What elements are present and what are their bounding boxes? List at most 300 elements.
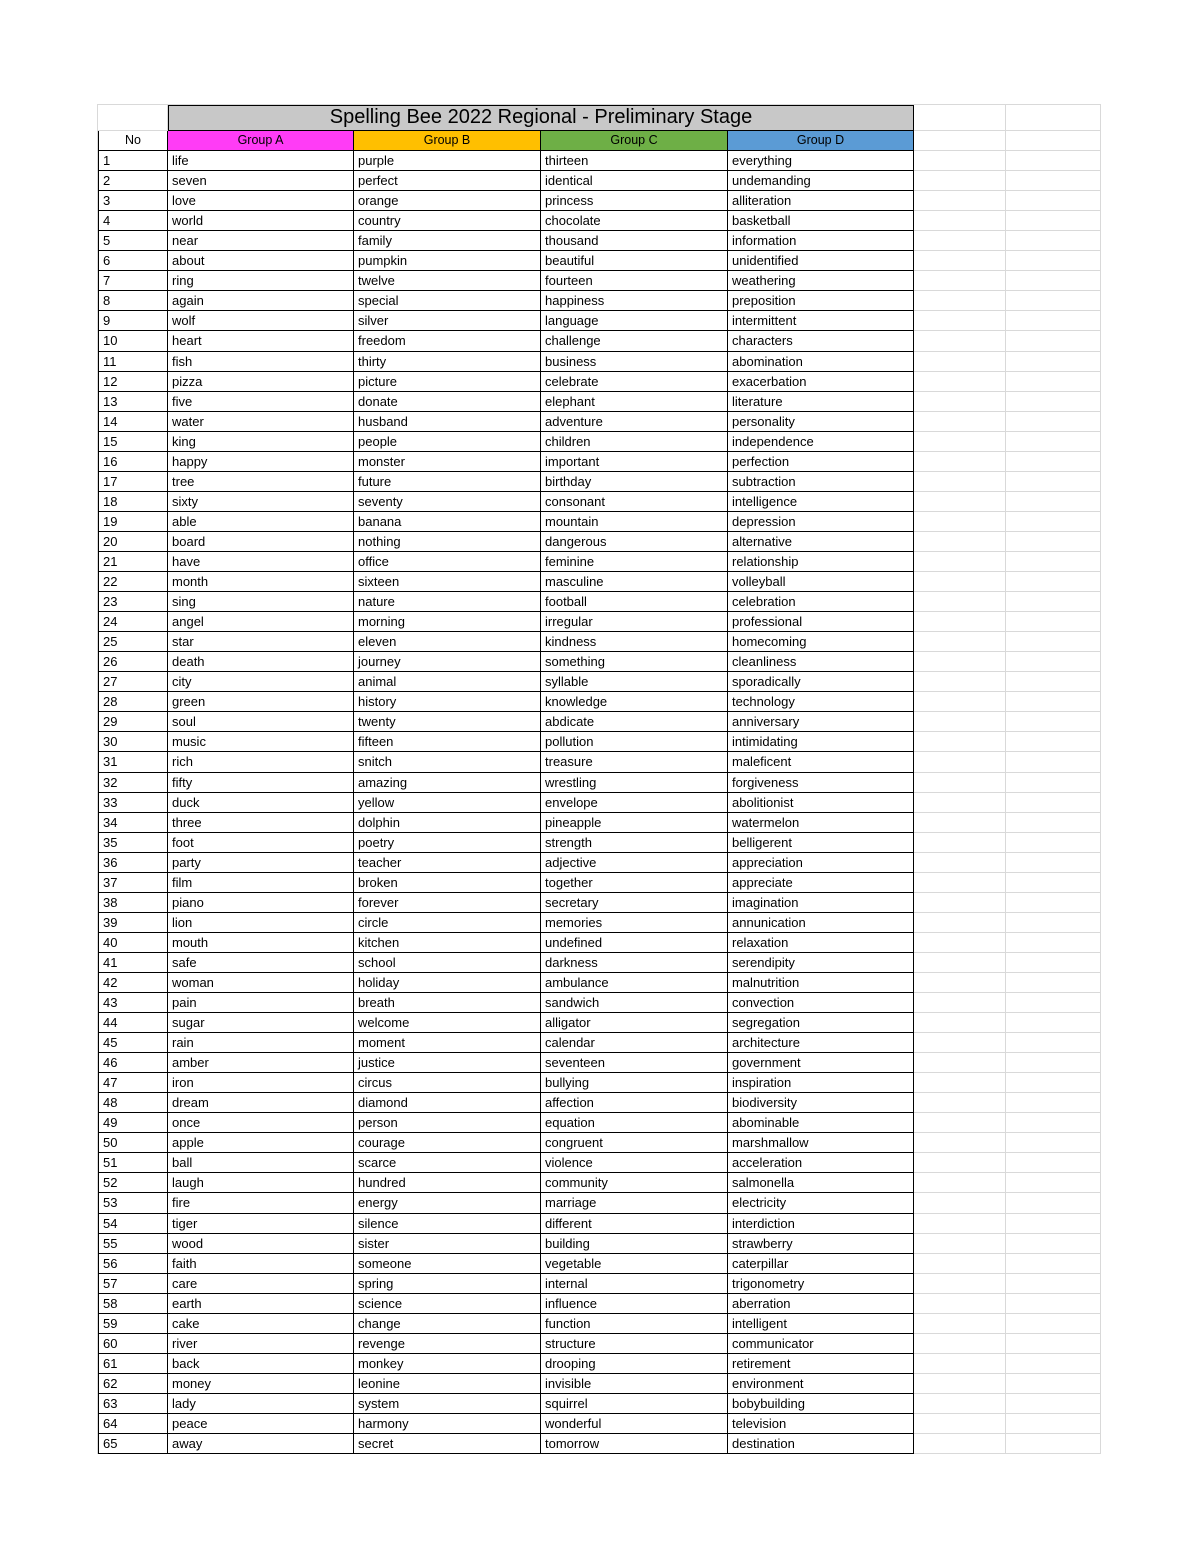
- group-b-word: energy: [354, 1193, 541, 1213]
- group-d-word: communicator: [728, 1334, 914, 1354]
- group-a-word: water: [168, 412, 354, 432]
- group-c-word: important: [541, 452, 728, 472]
- row-number: 57: [98, 1274, 168, 1294]
- group-c-word: fourteen: [541, 271, 728, 291]
- empty-cell: [914, 171, 1006, 191]
- group-a-word: back: [168, 1354, 354, 1374]
- group-a-word: pizza: [168, 372, 354, 392]
- group-a-word: once: [168, 1113, 354, 1133]
- group-d-word: environment: [728, 1374, 914, 1394]
- group-b-word: yellow: [354, 793, 541, 813]
- group-d-word: everything: [728, 151, 914, 171]
- group-a-word: care: [168, 1274, 354, 1294]
- empty-cell: [914, 131, 1006, 151]
- group-c-word: feminine: [541, 552, 728, 572]
- group-b-word: secret: [354, 1434, 541, 1454]
- row-number: 4: [98, 211, 168, 231]
- group-d-word: biodiversity: [728, 1093, 914, 1113]
- group-b-word: seventy: [354, 492, 541, 512]
- group-c-word: football: [541, 592, 728, 612]
- row-number: 38: [98, 893, 168, 913]
- group-c-word: kindness: [541, 632, 728, 652]
- empty-cell: [1006, 873, 1101, 893]
- group-a-word: river: [168, 1334, 354, 1354]
- group-d-word: technology: [728, 692, 914, 712]
- group-c-word: internal: [541, 1274, 728, 1294]
- empty-cell: [914, 311, 1006, 331]
- empty-cell: [1006, 592, 1101, 612]
- row-number: 34: [98, 813, 168, 833]
- empty-cell: [914, 352, 1006, 372]
- group-d-word: watermelon: [728, 813, 914, 833]
- empty-cell: [914, 331, 1006, 351]
- row-number: 46: [98, 1053, 168, 1073]
- group-b-word: dolphin: [354, 813, 541, 833]
- empty-cell: [914, 672, 1006, 692]
- row-number: 29: [98, 712, 168, 732]
- group-a-word: able: [168, 512, 354, 532]
- group-b-word: science: [354, 1294, 541, 1314]
- group-d-word: segregation: [728, 1013, 914, 1033]
- empty-cell: [1006, 1173, 1101, 1193]
- empty-cell: [914, 452, 1006, 472]
- empty-cell: [914, 211, 1006, 231]
- group-c-word: business: [541, 352, 728, 372]
- group-a-word: soul: [168, 712, 354, 732]
- group-b-word: future: [354, 472, 541, 492]
- empty-cell: [1006, 1073, 1101, 1093]
- row-number: 20: [98, 532, 168, 552]
- group-b-word: fifteen: [354, 732, 541, 752]
- group-b-word: leonine: [354, 1374, 541, 1394]
- empty-cell: [914, 1033, 1006, 1053]
- group-a-word: sugar: [168, 1013, 354, 1033]
- empty-cell: [914, 291, 1006, 311]
- group-d-word: destination: [728, 1434, 914, 1454]
- row-number: 7: [98, 271, 168, 291]
- group-a-word: happy: [168, 452, 354, 472]
- empty-cell: [914, 1013, 1006, 1033]
- group-d-word: forgiveness: [728, 773, 914, 793]
- group-c-word: different: [541, 1214, 728, 1234]
- empty-cell: [1006, 251, 1101, 271]
- group-a-word: music: [168, 732, 354, 752]
- row-number: 24: [98, 612, 168, 632]
- group-b-word: monster: [354, 452, 541, 472]
- group-a-word: five: [168, 392, 354, 412]
- group-d-word: volleyball: [728, 572, 914, 592]
- group-a-word: duck: [168, 793, 354, 813]
- group-b-word: banana: [354, 512, 541, 532]
- row-number: 52: [98, 1173, 168, 1193]
- empty-cell: [1006, 552, 1101, 572]
- row-number: 25: [98, 632, 168, 652]
- group-b-word: amazing: [354, 773, 541, 793]
- group-c-word: thirteen: [541, 151, 728, 171]
- empty-cell: [914, 652, 1006, 672]
- group-d-word: intelligence: [728, 492, 914, 512]
- row-number: 40: [98, 933, 168, 953]
- empty-cell: [914, 1334, 1006, 1354]
- group-a-word: ball: [168, 1153, 354, 1173]
- row-number: 23: [98, 592, 168, 612]
- empty-cell: [1006, 151, 1101, 171]
- empty-cell: [914, 1133, 1006, 1153]
- group-c-word: darkness: [541, 953, 728, 973]
- group-c-word: thousand: [541, 231, 728, 251]
- empty-cell: [914, 512, 1006, 532]
- group-a-word: rich: [168, 752, 354, 772]
- group-c-word: alligator: [541, 1013, 728, 1033]
- group-d-word: convection: [728, 993, 914, 1013]
- empty-cell: [1006, 1153, 1101, 1173]
- group-d-word: retirement: [728, 1354, 914, 1374]
- group-d-word: anniversary: [728, 712, 914, 732]
- row-number: 19: [98, 512, 168, 532]
- empty-cell: [914, 1414, 1006, 1434]
- group-d-word: intelligent: [728, 1314, 914, 1334]
- group-c-word: mountain: [541, 512, 728, 532]
- group-d-word: perfection: [728, 452, 914, 472]
- row-number: 1: [98, 151, 168, 171]
- group-a-word: sing: [168, 592, 354, 612]
- group-b-word: history: [354, 692, 541, 712]
- group-a-word: rain: [168, 1033, 354, 1053]
- row-number: 42: [98, 973, 168, 993]
- group-c-word: syllable: [541, 672, 728, 692]
- row-number: 65: [98, 1434, 168, 1454]
- empty-cell: [914, 1073, 1006, 1093]
- row-number: 11: [98, 352, 168, 372]
- empty-cell: [914, 793, 1006, 813]
- group-b-word: someone: [354, 1254, 541, 1274]
- empty-cell: [1006, 291, 1101, 311]
- group-d-word: professional: [728, 612, 914, 632]
- group-d-word: undemanding: [728, 171, 914, 191]
- empty-cell: [914, 773, 1006, 793]
- empty-cell: [1006, 1354, 1101, 1374]
- group-c-word: pineapple: [541, 813, 728, 833]
- header-group-d: Group D: [728, 131, 914, 151]
- group-d-word: malnutrition: [728, 973, 914, 993]
- group-c-word: happiness: [541, 291, 728, 311]
- group-c-word: birthday: [541, 472, 728, 492]
- group-b-word: justice: [354, 1053, 541, 1073]
- empty-cell: [914, 1354, 1006, 1374]
- group-d-word: abolitionist: [728, 793, 914, 813]
- empty-cell: [1006, 512, 1101, 532]
- group-c-word: strength: [541, 833, 728, 853]
- group-a-word: again: [168, 291, 354, 311]
- group-a-word: lion: [168, 913, 354, 933]
- empty-cell: [1006, 352, 1101, 372]
- row-number: 13: [98, 392, 168, 412]
- group-b-word: circus: [354, 1073, 541, 1093]
- empty-cell: [1006, 1334, 1101, 1354]
- empty-cell: [1006, 105, 1101, 131]
- row-number: 27: [98, 672, 168, 692]
- sheet-title: Spelling Bee 2022 Regional - Preliminary Stage: [168, 105, 914, 131]
- row-number: 9: [98, 311, 168, 331]
- row-number: 55: [98, 1234, 168, 1254]
- group-b-word: special: [354, 291, 541, 311]
- empty-cell: [914, 813, 1006, 833]
- group-b-word: silence: [354, 1214, 541, 1234]
- group-b-word: eleven: [354, 632, 541, 652]
- group-d-word: relationship: [728, 552, 914, 572]
- empty-cell: [914, 552, 1006, 572]
- group-c-word: equation: [541, 1113, 728, 1133]
- group-c-word: knowledge: [541, 692, 728, 712]
- empty-cell: [1006, 231, 1101, 251]
- group-c-word: vegetable: [541, 1254, 728, 1274]
- empty-cell: [914, 251, 1006, 271]
- group-c-word: violence: [541, 1153, 728, 1173]
- group-c-word: adventure: [541, 412, 728, 432]
- group-b-word: perfect: [354, 171, 541, 191]
- empty-cell: [1006, 913, 1101, 933]
- empty-cell: [914, 231, 1006, 251]
- empty-cell: [914, 1053, 1006, 1073]
- group-c-word: building: [541, 1234, 728, 1254]
- empty-cell: [914, 993, 1006, 1013]
- group-a-word: tree: [168, 472, 354, 492]
- group-b-word: picture: [354, 372, 541, 392]
- group-b-word: moment: [354, 1033, 541, 1053]
- group-d-word: subtraction: [728, 472, 914, 492]
- group-c-word: function: [541, 1314, 728, 1334]
- empty-cell: [1006, 1274, 1101, 1294]
- group-c-word: identical: [541, 171, 728, 191]
- group-c-word: elephant: [541, 392, 728, 412]
- group-d-word: belligerent: [728, 833, 914, 853]
- group-c-word: tomorrow: [541, 1434, 728, 1454]
- group-b-word: people: [354, 432, 541, 452]
- group-b-word: twenty: [354, 712, 541, 732]
- empty-cell: [914, 1093, 1006, 1113]
- empty-cell: [1006, 732, 1101, 752]
- empty-cell: [1006, 271, 1101, 291]
- group-b-word: harmony: [354, 1414, 541, 1434]
- empty-cell: [914, 191, 1006, 211]
- empty-cell: [1006, 1254, 1101, 1274]
- group-a-word: near: [168, 231, 354, 251]
- empty-cell: [914, 1314, 1006, 1334]
- group-d-word: salmonella: [728, 1173, 914, 1193]
- empty-cell: [914, 1374, 1006, 1394]
- group-a-word: tiger: [168, 1214, 354, 1234]
- empty-cell: [914, 1434, 1006, 1454]
- group-a-word: earth: [168, 1294, 354, 1314]
- empty-cell: [914, 412, 1006, 432]
- group-b-word: person: [354, 1113, 541, 1133]
- group-c-word: something: [541, 652, 728, 672]
- empty-cell: [1006, 672, 1101, 692]
- row-number: 53: [98, 1193, 168, 1213]
- group-b-word: monkey: [354, 1354, 541, 1374]
- group-b-word: circle: [354, 913, 541, 933]
- empty-cell: [914, 1153, 1006, 1173]
- empty-cell: [1006, 1434, 1101, 1454]
- word-list-table: [97, 104, 1101, 1454]
- group-c-word: pollution: [541, 732, 728, 752]
- empty-cell: [1006, 692, 1101, 712]
- group-a-word: wood: [168, 1234, 354, 1254]
- group-b-word: freedom: [354, 331, 541, 351]
- row-number: 64: [98, 1414, 168, 1434]
- row-number: 47: [98, 1073, 168, 1093]
- row-number: 43: [98, 993, 168, 1013]
- row-number: 8: [98, 291, 168, 311]
- empty-cell: [1006, 853, 1101, 873]
- group-b-word: broken: [354, 873, 541, 893]
- empty-cell: [914, 1214, 1006, 1234]
- empty-cell: [1006, 752, 1101, 772]
- row-number: 50: [98, 1133, 168, 1153]
- group-d-word: exacerbation: [728, 372, 914, 392]
- group-b-word: nothing: [354, 532, 541, 552]
- empty-cell: [1006, 973, 1101, 993]
- empty-cell: [1006, 1193, 1101, 1213]
- row-number: 21: [98, 552, 168, 572]
- group-b-word: journey: [354, 652, 541, 672]
- group-d-word: abomination: [728, 352, 914, 372]
- group-c-word: ambulance: [541, 973, 728, 993]
- empty-cell: [914, 1274, 1006, 1294]
- row-number: 26: [98, 652, 168, 672]
- empty-cell: [98, 105, 168, 131]
- group-c-word: envelope: [541, 793, 728, 813]
- group-a-word: safe: [168, 953, 354, 973]
- group-d-word: characters: [728, 331, 914, 351]
- empty-cell: [1006, 1093, 1101, 1113]
- group-b-word: animal: [354, 672, 541, 692]
- empty-cell: [1006, 392, 1101, 412]
- empty-cell: [914, 752, 1006, 772]
- row-number: 63: [98, 1394, 168, 1414]
- group-a-word: world: [168, 211, 354, 231]
- row-number: 5: [98, 231, 168, 251]
- group-b-word: breath: [354, 993, 541, 1013]
- group-c-word: affection: [541, 1093, 728, 1113]
- group-b-word: nature: [354, 592, 541, 612]
- group-d-word: celebration: [728, 592, 914, 612]
- row-number: 35: [98, 833, 168, 853]
- group-c-word: squirrel: [541, 1394, 728, 1414]
- group-a-word: about: [168, 251, 354, 271]
- group-d-word: electricity: [728, 1193, 914, 1213]
- row-number: 48: [98, 1093, 168, 1113]
- group-c-word: language: [541, 311, 728, 331]
- empty-cell: [1006, 131, 1101, 151]
- group-c-word: consonant: [541, 492, 728, 512]
- header-group-b: Group B: [354, 131, 541, 151]
- group-c-word: marriage: [541, 1193, 728, 1213]
- empty-cell: [914, 1294, 1006, 1314]
- row-number: 54: [98, 1214, 168, 1234]
- group-a-word: fire: [168, 1193, 354, 1213]
- empty-cell: [1006, 1214, 1101, 1234]
- group-a-word: angel: [168, 612, 354, 632]
- group-b-word: change: [354, 1314, 541, 1334]
- group-b-word: courage: [354, 1133, 541, 1153]
- group-d-word: weathering: [728, 271, 914, 291]
- row-number: 14: [98, 412, 168, 432]
- group-d-word: abominable: [728, 1113, 914, 1133]
- group-a-word: month: [168, 572, 354, 592]
- header-no: No: [98, 131, 168, 151]
- group-d-word: independence: [728, 432, 914, 452]
- group-d-word: literature: [728, 392, 914, 412]
- empty-cell: [1006, 833, 1101, 853]
- empty-cell: [914, 933, 1006, 953]
- empty-cell: [1006, 211, 1101, 231]
- group-c-word: sandwich: [541, 993, 728, 1013]
- empty-cell: [1006, 773, 1101, 793]
- row-number: 12: [98, 372, 168, 392]
- group-c-word: bullying: [541, 1073, 728, 1093]
- group-d-word: basketball: [728, 211, 914, 231]
- group-a-word: apple: [168, 1133, 354, 1153]
- group-b-word: holiday: [354, 973, 541, 993]
- empty-cell: [1006, 1314, 1101, 1334]
- empty-cell: [1006, 1133, 1101, 1153]
- row-number: 45: [98, 1033, 168, 1053]
- group-a-word: faith: [168, 1254, 354, 1274]
- empty-cell: [1006, 311, 1101, 331]
- row-number: 51: [98, 1153, 168, 1173]
- row-number: 32: [98, 773, 168, 793]
- group-c-word: chocolate: [541, 211, 728, 231]
- group-d-word: acceleration: [728, 1153, 914, 1173]
- group-a-word: cake: [168, 1314, 354, 1334]
- group-a-word: party: [168, 853, 354, 873]
- empty-cell: [914, 105, 1006, 131]
- empty-cell: [1006, 793, 1101, 813]
- empty-cell: [1006, 712, 1101, 732]
- empty-cell: [1006, 372, 1101, 392]
- group-b-word: sister: [354, 1234, 541, 1254]
- group-d-word: serendipity: [728, 953, 914, 973]
- group-a-word: away: [168, 1434, 354, 1454]
- group-b-word: donate: [354, 392, 541, 412]
- group-d-word: appreciate: [728, 873, 914, 893]
- group-c-word: structure: [541, 1334, 728, 1354]
- empty-cell: [1006, 191, 1101, 211]
- group-d-word: information: [728, 231, 914, 251]
- empty-cell: [1006, 412, 1101, 432]
- group-b-word: poetry: [354, 833, 541, 853]
- empty-cell: [1006, 1234, 1101, 1254]
- group-c-word: wonderful: [541, 1414, 728, 1434]
- empty-cell: [1006, 993, 1101, 1013]
- group-c-word: irregular: [541, 612, 728, 632]
- empty-cell: [1006, 1414, 1101, 1434]
- group-b-word: spring: [354, 1274, 541, 1294]
- empty-cell: [914, 732, 1006, 752]
- group-c-word: princess: [541, 191, 728, 211]
- empty-cell: [1006, 1053, 1101, 1073]
- group-a-word: wolf: [168, 311, 354, 331]
- group-d-word: architecture: [728, 1033, 914, 1053]
- group-a-word: lady: [168, 1394, 354, 1414]
- group-d-word: government: [728, 1053, 914, 1073]
- group-d-word: preposition: [728, 291, 914, 311]
- group-a-word: have: [168, 552, 354, 572]
- group-c-word: celebrate: [541, 372, 728, 392]
- empty-cell: [1006, 893, 1101, 913]
- group-c-word: congruent: [541, 1133, 728, 1153]
